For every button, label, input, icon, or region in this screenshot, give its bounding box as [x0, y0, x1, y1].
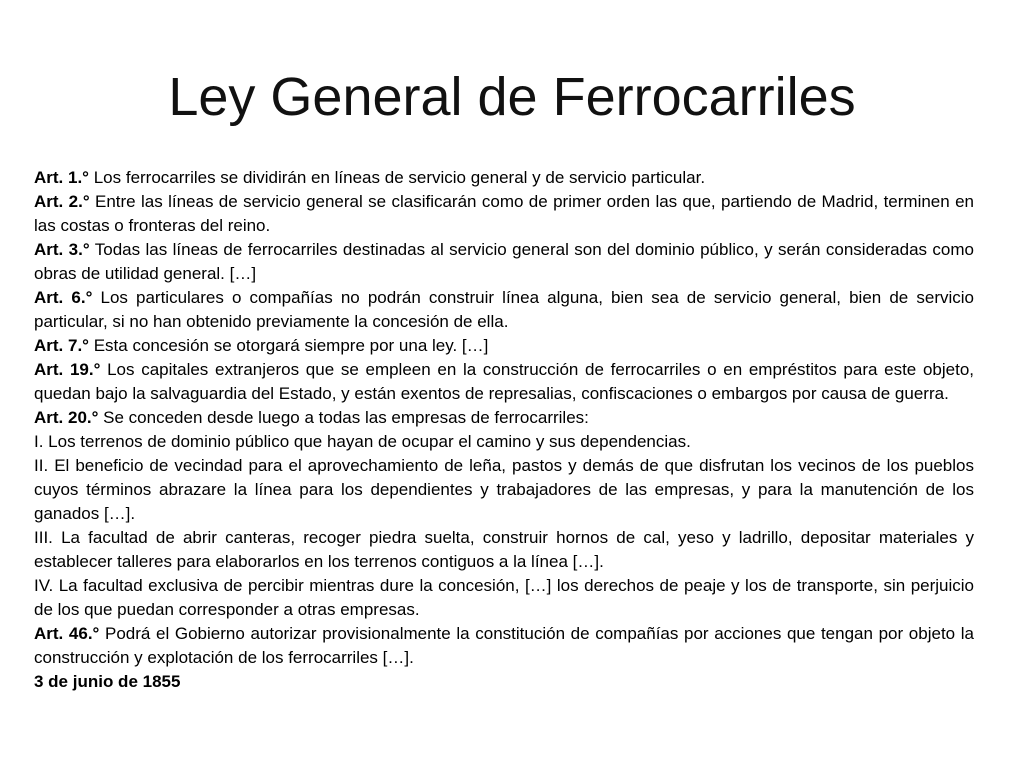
slide-body — [34, 166, 974, 694]
article-7 — [34, 334, 974, 358]
article-text: II. El beneficio de vecindad para el aprovechamiento de leña, pastos y demás de que disfrutan los vecinos de los pueblos cuyos términos abrazare la línea para los dependientes y trabajadores de las empresas, y para la manutención de los ganados […]. — [34, 456, 974, 523]
article-1 — [34, 166, 974, 190]
law-date: 3 de junio de 1855 — [34, 672, 181, 691]
article-label: Art. 1.° — [34, 168, 89, 187]
article-6 — [34, 286, 974, 334]
article-label: Art. 2.° — [34, 192, 90, 211]
article-text: I. Los terrenos de dominio público que hayan de ocupar el camino y sus dependencias. — [34, 432, 691, 451]
article-text: Esta concesión se otorgará siempre por una ley. […] — [88, 336, 489, 355]
article-label: Art. 46.° — [34, 624, 100, 643]
article-20-item-ii — [34, 454, 974, 526]
article-text: Los particulares o compañías no podrán construir línea alguna, bien sea de servicio general, bien de servicio particular, si no han obtenido previamente la concesión de ella. — [34, 288, 975, 331]
article-20-item-i — [34, 430, 974, 454]
article-20-item-iii — [34, 526, 974, 574]
article-label: Art. 7.° — [34, 336, 89, 355]
article-text: Entre las líneas de servicio general se clasificarán como de primer orden las que, partiendo de Madrid, terminen en las costas o fronteras del reino. — [34, 192, 974, 235]
article-label: Art. 6.° — [34, 288, 93, 307]
article-text: III. La facultad de abrir canteras, recoger piedra suelta, construir hornos de cal, yeso y ladrillo, depositar materiales y establecer talleres para elaborarlos en los terrenos contiguos a la línea […]. — [34, 528, 974, 571]
article-label: Art. 19.° — [34, 360, 101, 379]
article-19 — [34, 358, 974, 406]
article-label: Art. 20.° — [34, 408, 99, 427]
article-text: Podrá el Gobierno autorizar provisionalmente la constitución de compañías por acciones que tengan por objeto la construcción y explotación de los ferrocarriles […]. — [34, 624, 974, 667]
article-20-item-iv — [34, 574, 974, 622]
slide-title: Ley General de Ferrocarriles — [168, 67, 856, 127]
article-text: Todas las líneas de ferrocarriles destinadas al servicio general son del dominio público, y serán consideradas como obras de utilidad general. […] — [34, 240, 974, 283]
article-46 — [34, 622, 974, 670]
article-text: IV. La facultad exclusiva de percibir mientras dure la concesión, […] los derechos de peaje y los de transporte, sin perjuicio de los que puedan corresponder a otras empresas. — [34, 576, 974, 619]
article-text: Se conceden desde luego a todas las empresas de ferrocarriles: — [98, 408, 589, 427]
article-text: Los ferrocarriles se dividirán en líneas de servicio general y de servicio particular. — [88, 168, 706, 187]
article-2 — [34, 190, 974, 238]
article-text: Los capitales extranjeros que se empleen en la construcción de ferrocarriles o en empréstitos para este objeto, quedan bajo la salvaguardia del Estado, y están exentos de represalias, confiscaciones o embargos por causa de guerra. — [34, 360, 974, 403]
article-label: Art. 3.° — [34, 240, 90, 259]
article-20 — [34, 406, 974, 430]
article-3 — [34, 238, 974, 286]
